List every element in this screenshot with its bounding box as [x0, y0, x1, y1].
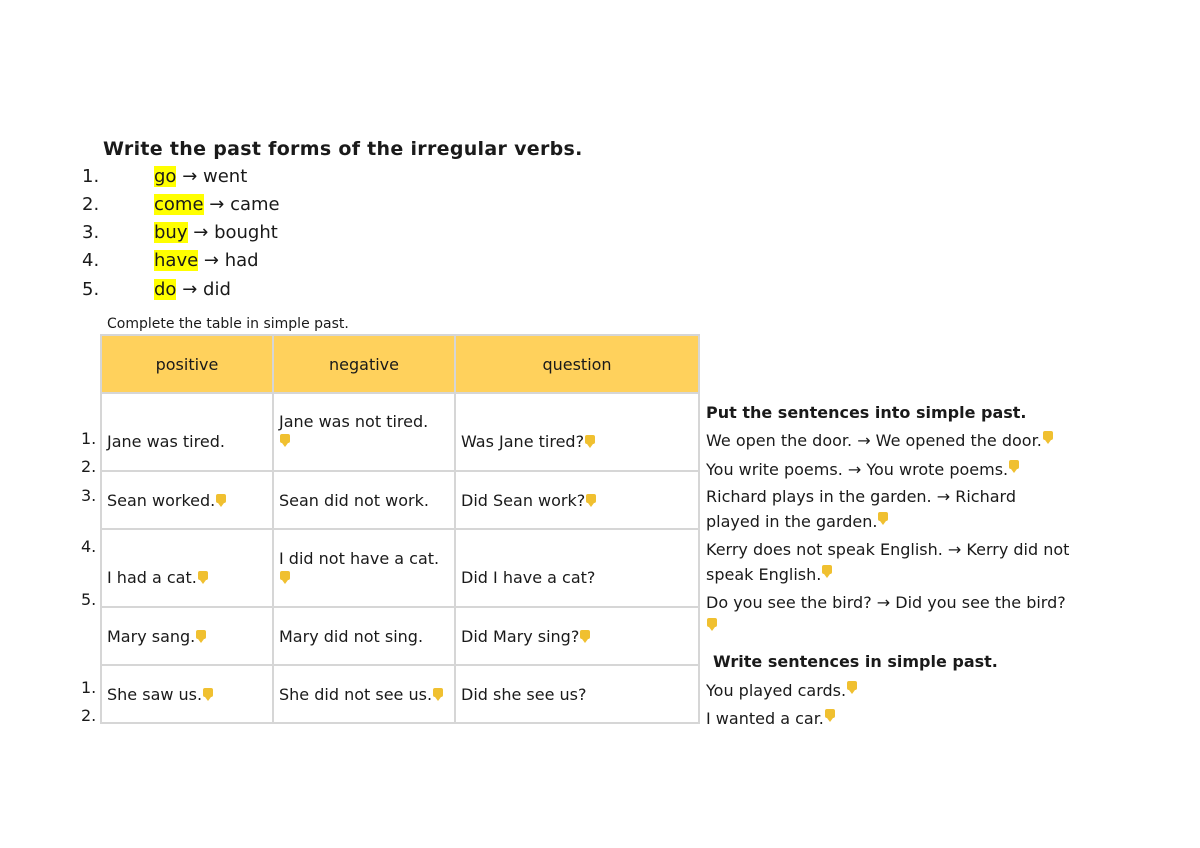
- arrow: →: [209, 194, 225, 215]
- margin-number: 1.: [81, 678, 97, 697]
- table-row: [101, 665, 699, 723]
- item-number: 1.: [82, 166, 100, 187]
- cell-text: Sean did not work.: [279, 490, 429, 510]
- table-cell: [455, 665, 699, 723]
- past-form: went: [203, 166, 248, 187]
- table-row: [101, 529, 699, 607]
- cell-text: She did not see us.: [279, 684, 433, 704]
- table-cell: [273, 607, 455, 665]
- header-positive: positive: [101, 335, 273, 393]
- past-form: had: [224, 250, 259, 271]
- section1-title: Write the past forms of the irregular verbs.: [103, 138, 583, 160]
- margin-number: 2.: [81, 457, 97, 476]
- table-cell: [455, 529, 699, 607]
- arrow: →: [203, 250, 219, 271]
- comment-note-icon[interactable]: [196, 630, 206, 639]
- table-row: [101, 607, 699, 665]
- cell-text: Mary sang.: [107, 626, 196, 646]
- comment-note-icon[interactable]: [822, 565, 832, 574]
- cell-text: She saw us.: [107, 684, 203, 704]
- simple-past-table: [100, 334, 700, 724]
- item-number: 2.: [82, 194, 100, 215]
- section4: [706, 649, 1106, 731]
- table-header-row: [101, 335, 699, 393]
- sentence-line: I wanted a car.: [706, 706, 1106, 731]
- sentence-line: We open the door. → We opened the door.: [706, 428, 1106, 453]
- comment-note-icon[interactable]: [847, 681, 857, 690]
- cell-text: Mary did not sing.: [279, 626, 424, 646]
- table-cell: [101, 471, 273, 529]
- margin-number: 1.: [81, 429, 97, 448]
- item-number: 4.: [82, 250, 100, 271]
- cell-text: Jane was tired.: [107, 431, 225, 451]
- cell-text: Jane was not tired.: [279, 412, 429, 431]
- margin-number: 4.: [81, 537, 97, 556]
- cell-text: Was Jane tired?: [461, 431, 585, 451]
- comment-note-icon[interactable]: [280, 434, 290, 443]
- cell-text: Sean worked.: [107, 490, 216, 510]
- arrow: →: [182, 166, 198, 187]
- comment-note-icon[interactable]: [203, 688, 213, 697]
- comment-note-icon[interactable]: [216, 494, 226, 503]
- item-number: 3.: [82, 222, 100, 243]
- table-cell: [101, 393, 273, 471]
- table-cell: [273, 529, 455, 607]
- margin-number: 2.: [81, 706, 97, 725]
- table-cell: [101, 665, 273, 723]
- sentence-line: Do you see the bird? → Did you see the bird?: [706, 590, 1106, 640]
- comment-note-icon[interactable]: [1043, 431, 1053, 440]
- section3-title: Put the sentences into simple past.: [706, 403, 1027, 422]
- sentence-line: You write poems. → You wrote poems.: [706, 457, 1106, 482]
- verb-highlight: go: [154, 166, 177, 187]
- past-form: did: [203, 279, 231, 300]
- sentence-line: Kerry does not speak English. → Kerry did not speak English.: [706, 540, 1070, 584]
- comment-note-icon[interactable]: [825, 709, 835, 718]
- comment-note-icon[interactable]: [707, 618, 717, 627]
- table-cell: [273, 471, 455, 529]
- verb-highlight: have: [154, 250, 199, 271]
- margin-number: 3.: [81, 486, 97, 505]
- table-cell: [455, 607, 699, 665]
- section4-title: Write sentences in simple past.: [713, 652, 998, 671]
- section3: [706, 400, 1106, 640]
- verb-highlight: do: [154, 279, 177, 300]
- arrow: →: [182, 279, 198, 300]
- header-question: question: [455, 335, 699, 393]
- table-row: [101, 393, 699, 471]
- table-cell: [273, 665, 455, 723]
- comment-note-icon[interactable]: [198, 571, 208, 580]
- cell-text: I had a cat.: [107, 567, 197, 587]
- cell-text: Did Sean work?: [461, 490, 586, 510]
- comment-note-icon[interactable]: [433, 688, 443, 697]
- comment-note-icon[interactable]: [580, 630, 590, 639]
- table-cell: [101, 529, 273, 607]
- comment-note-icon[interactable]: [585, 435, 595, 444]
- table-cell: [455, 393, 699, 471]
- comment-note-icon[interactable]: [280, 571, 290, 580]
- cell-text: Did Mary sing?: [461, 626, 580, 646]
- verb-highlight: come: [154, 194, 204, 215]
- table-cell: [101, 607, 273, 665]
- header-negative: negative: [273, 335, 455, 393]
- item-number: 5.: [82, 279, 100, 300]
- table-cell: [273, 393, 455, 471]
- comment-note-icon[interactable]: [1009, 460, 1019, 469]
- cell-text: I did not have a cat.: [279, 549, 440, 568]
- arrow: →: [193, 222, 209, 243]
- section2-title: Complete the table in simple past.: [107, 316, 349, 332]
- sentence-line: You played cards.: [706, 678, 1106, 703]
- sentence-line: Richard plays in the garden. → Richard played in the garden.: [706, 487, 1016, 531]
- cell-text: Did I have a cat?: [461, 567, 596, 587]
- margin-number: 5.: [81, 590, 97, 609]
- comment-note-icon[interactable]: [878, 512, 888, 521]
- past-form: bought: [214, 222, 278, 243]
- cell-text: Did she see us?: [461, 684, 587, 704]
- table-row: [101, 471, 699, 529]
- comment-note-icon[interactable]: [586, 494, 596, 503]
- table-cell: [455, 471, 699, 529]
- verb-highlight: buy: [154, 222, 188, 243]
- past-form: came: [230, 194, 280, 215]
